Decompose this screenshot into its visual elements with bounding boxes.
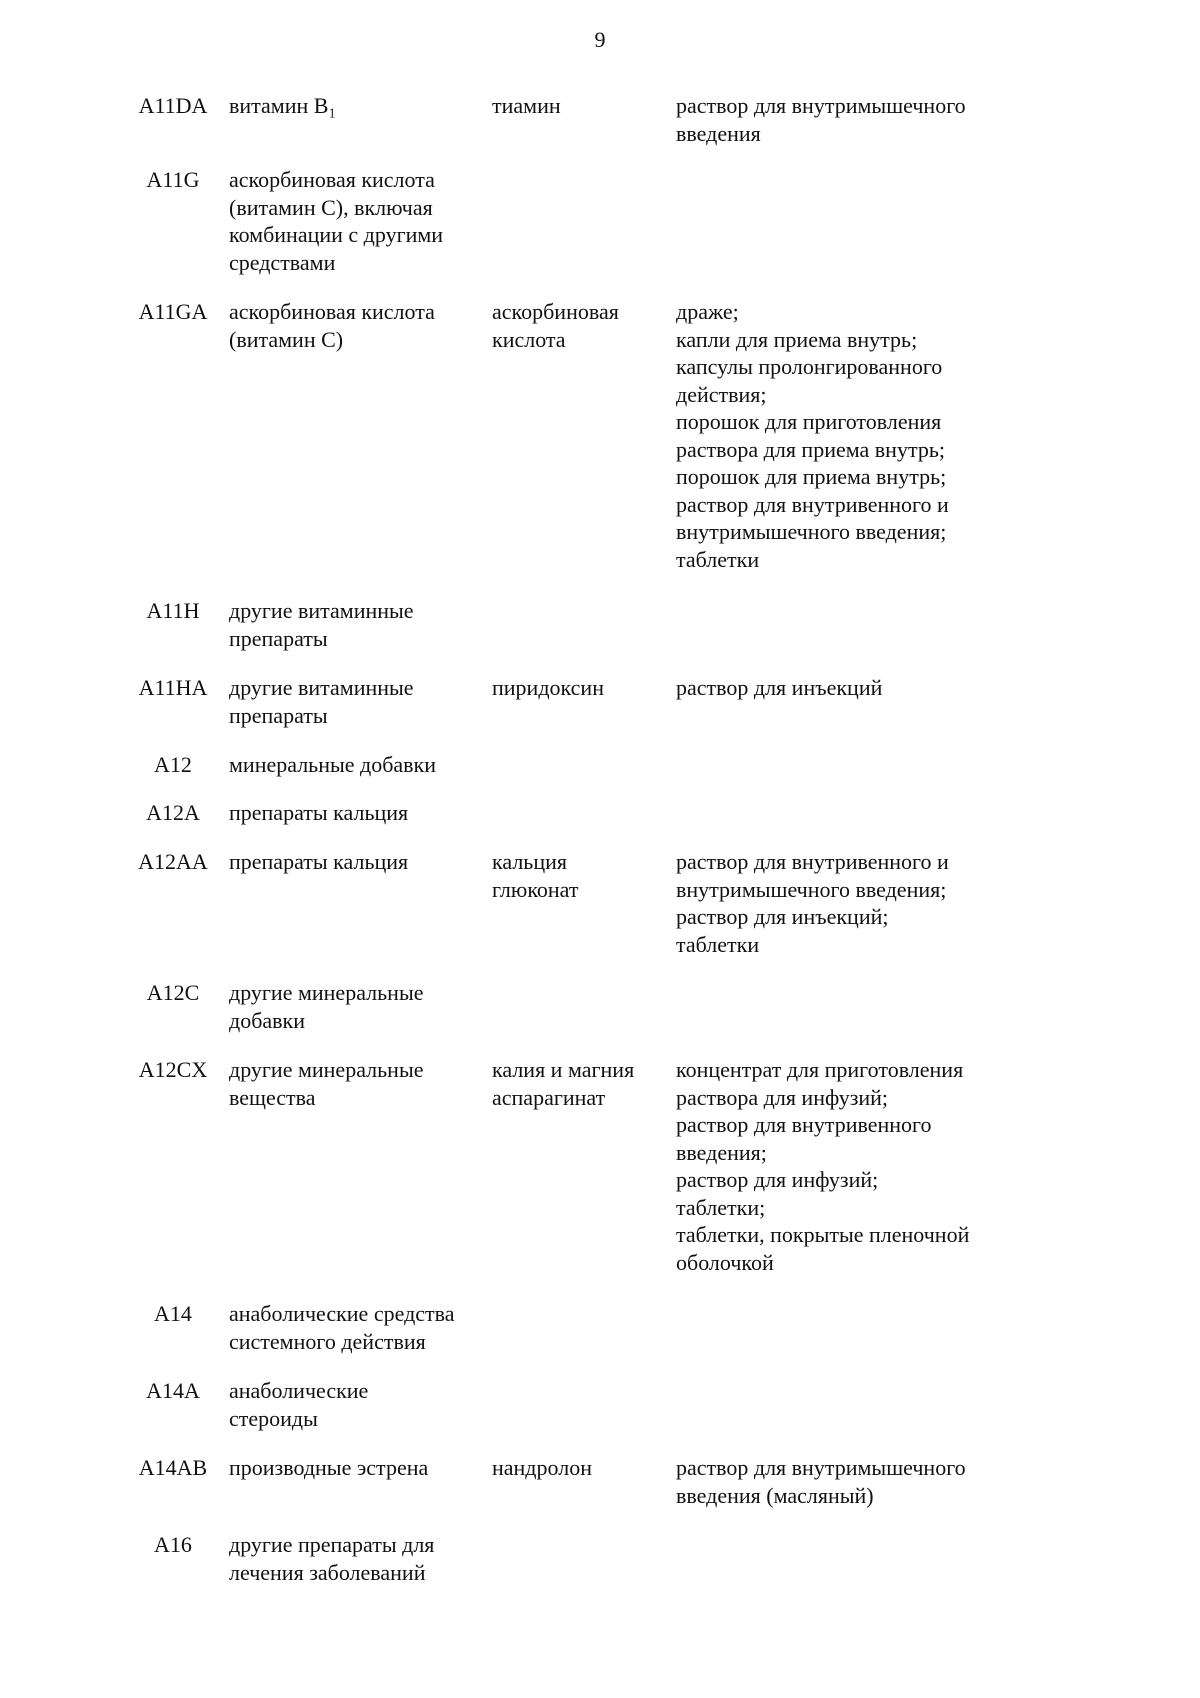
substance-name: кальция глюконат bbox=[492, 849, 579, 902]
group-name: другие препараты для лечения заболеваний bbox=[229, 1532, 435, 1585]
dosage-form: концентрат для приготовления раствора для инфузий; раствор для внутривенного введения; раствор для инфузий; таблетки; таблетки, покрытые пленочной оболочкой bbox=[676, 1057, 970, 1275]
group-name: анаболические стероиды bbox=[229, 1378, 369, 1431]
atc-code: A14AB bbox=[138, 1455, 208, 1480]
atc-code: A11H bbox=[146, 598, 200, 623]
atc-code: A11DA bbox=[138, 93, 208, 118]
atc-code: A14 bbox=[154, 1301, 192, 1326]
atc-code: A12C bbox=[146, 980, 200, 1005]
group-name: производные эстрена bbox=[229, 1455, 429, 1480]
atc-code: A12CX bbox=[138, 1057, 208, 1082]
atc-code: A12A bbox=[146, 800, 200, 825]
atc-code: A11G bbox=[146, 167, 200, 192]
atc-code: A11GA bbox=[138, 299, 208, 324]
dosage-form: раствор для внутримышечного введения (масляный) bbox=[676, 1455, 966, 1508]
dosage-form: драже; капли для приема внутрь; капсулы пролонгированного действия; порошок для приготовления раствора для приема внутрь; порошок для приема внутрь; раствор для внутривенного и внутримышечного введения; таблетки bbox=[676, 299, 949, 572]
group-name: анаболические средства системного действия bbox=[229, 1301, 455, 1354]
atc-code: A16 bbox=[154, 1532, 192, 1557]
dosage-form: раствор для инъекций bbox=[676, 675, 883, 700]
group-name: другие минеральные добавки bbox=[229, 980, 424, 1033]
atc-code: A12AA bbox=[138, 849, 208, 874]
substance-name: нандролон bbox=[492, 1455, 592, 1480]
group-name: минеральные добавки bbox=[229, 752, 437, 777]
group-name: другие витаминные препараты bbox=[229, 598, 414, 651]
group-name: другие минеральные вещества bbox=[229, 1057, 424, 1110]
dosage-form: раствор для внутримышечного введения bbox=[676, 93, 966, 146]
page-number: 9 bbox=[594, 27, 606, 52]
atc-code: A12 bbox=[154, 752, 192, 777]
substance-name: пиридоксин bbox=[492, 675, 604, 700]
group-name: препараты кальция bbox=[229, 800, 409, 825]
group-name: витамин B₁ bbox=[229, 93, 337, 118]
group-name: другие витаминные препараты bbox=[229, 675, 414, 728]
substance-name: аскорбиновая кислота bbox=[492, 299, 619, 352]
dosage-form: раствор для внутривенного и внутримышечного введения; раствор для инъекций; таблетки bbox=[676, 849, 949, 957]
atc-code: A11HA bbox=[138, 675, 208, 700]
atc-code: A14A bbox=[146, 1378, 200, 1403]
group-name: аскорбиновая кислота (витамин С), включая комбинации с другими средствами bbox=[229, 167, 444, 275]
substance-name: калия и магния аспарагинат bbox=[492, 1057, 635, 1110]
substance-name: тиамин bbox=[492, 93, 561, 118]
group-name: препараты кальция bbox=[229, 849, 409, 874]
group-name: аскорбиновая кислота (витамин С) bbox=[229, 299, 435, 352]
